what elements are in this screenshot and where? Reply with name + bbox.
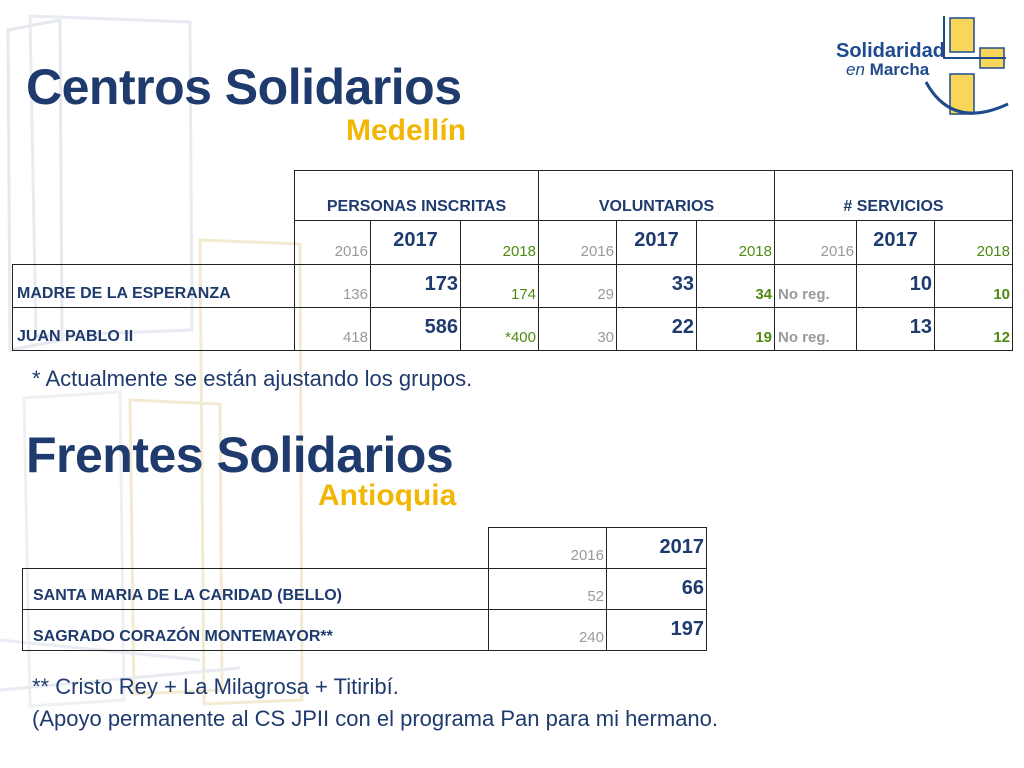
section2-note1: ** Cristo Rey + La Milagrosa + Titiribí. [32,674,399,699]
year-cell: 2016 [295,221,371,265]
value-cell: 33 [617,265,697,308]
value-cell: 10 [935,265,1013,308]
value-cell: 19 [697,308,775,351]
value-cell: 22 [617,308,697,351]
group-header-cell: VOLUNTARIOS [539,171,775,221]
value-cell: 29 [539,265,617,308]
year-cell: 2016 [489,528,607,569]
year-cell: 2016 [775,221,857,265]
value-cell: 30 [539,308,617,351]
row-name: SAGRADO CORAZÓN MONTEMAYOR** [23,610,489,651]
logo [832,12,1012,122]
empty-cell [23,528,489,569]
logo-text-line2 [846,60,929,80]
table-row [23,569,707,610]
row-name: JUAN PABLO II [13,308,295,351]
year-cell: 2018 [935,221,1013,265]
value-cell: 418 [295,308,371,351]
value-cell: 66 [607,569,707,610]
row-name: SANTA MARIA DE LA CARIDAD (BELLO) [23,569,489,610]
value-cell: 174 [461,265,539,308]
year-cell: 2017 [857,221,935,265]
value-cell: *400 [461,308,539,351]
value-cell: 13 [857,308,935,351]
empty-cell [13,221,295,265]
value-cell: 136 [295,265,371,308]
value-cell: No reg. [775,265,857,308]
value-cell: No reg. [775,308,857,351]
section2-title: Frentes Solidarios [26,427,454,483]
table-row [13,265,1013,308]
section1-title: Centros Solidarios [26,59,462,115]
section2-subtitle: Antioquia [318,479,457,512]
value-cell: 586 [371,308,461,351]
year-cell: 2017 [371,221,461,265]
value-cell: 197 [607,610,707,651]
group-header-cell: # SERVICIOS [775,171,1013,221]
year-header-row [13,221,1013,265]
logo-text-marcha: Marcha [869,60,930,79]
group-header-cell: PERSONAS INSCRITAS [295,171,539,221]
year-cell: 2016 [539,221,617,265]
value-cell: 34 [697,265,775,308]
year-cell: 2017 [617,221,697,265]
value-cell: 240 [489,610,607,651]
value-cell: 173 [371,265,461,308]
table-row [23,610,707,651]
value-cell: 52 [489,569,607,610]
table-row [13,308,1013,351]
empty-cell [13,171,295,221]
section1-note: * Actualmente se están ajustando los grupos. [32,366,473,391]
group-header-row [13,171,1013,221]
value-cell: 12 [935,308,1013,351]
year-cell: 2018 [697,221,775,265]
frentes-table [22,527,707,651]
row-name: MADRE DE LA ESPERANZA [13,265,295,308]
year-header-row [23,528,707,569]
year-cell: 2017 [607,528,707,569]
year-cell: 2018 [461,221,539,265]
logo-text-line1: Solidaridad [836,40,945,62]
value-cell: 10 [857,265,935,308]
centros-table [12,170,1013,351]
section2-note2: (Apoyo permanente al CS JPII con el programa Pan para mi hermano. [32,706,719,731]
section1-subtitle: Medellín [346,114,467,147]
logo-text-en: en [846,60,865,79]
